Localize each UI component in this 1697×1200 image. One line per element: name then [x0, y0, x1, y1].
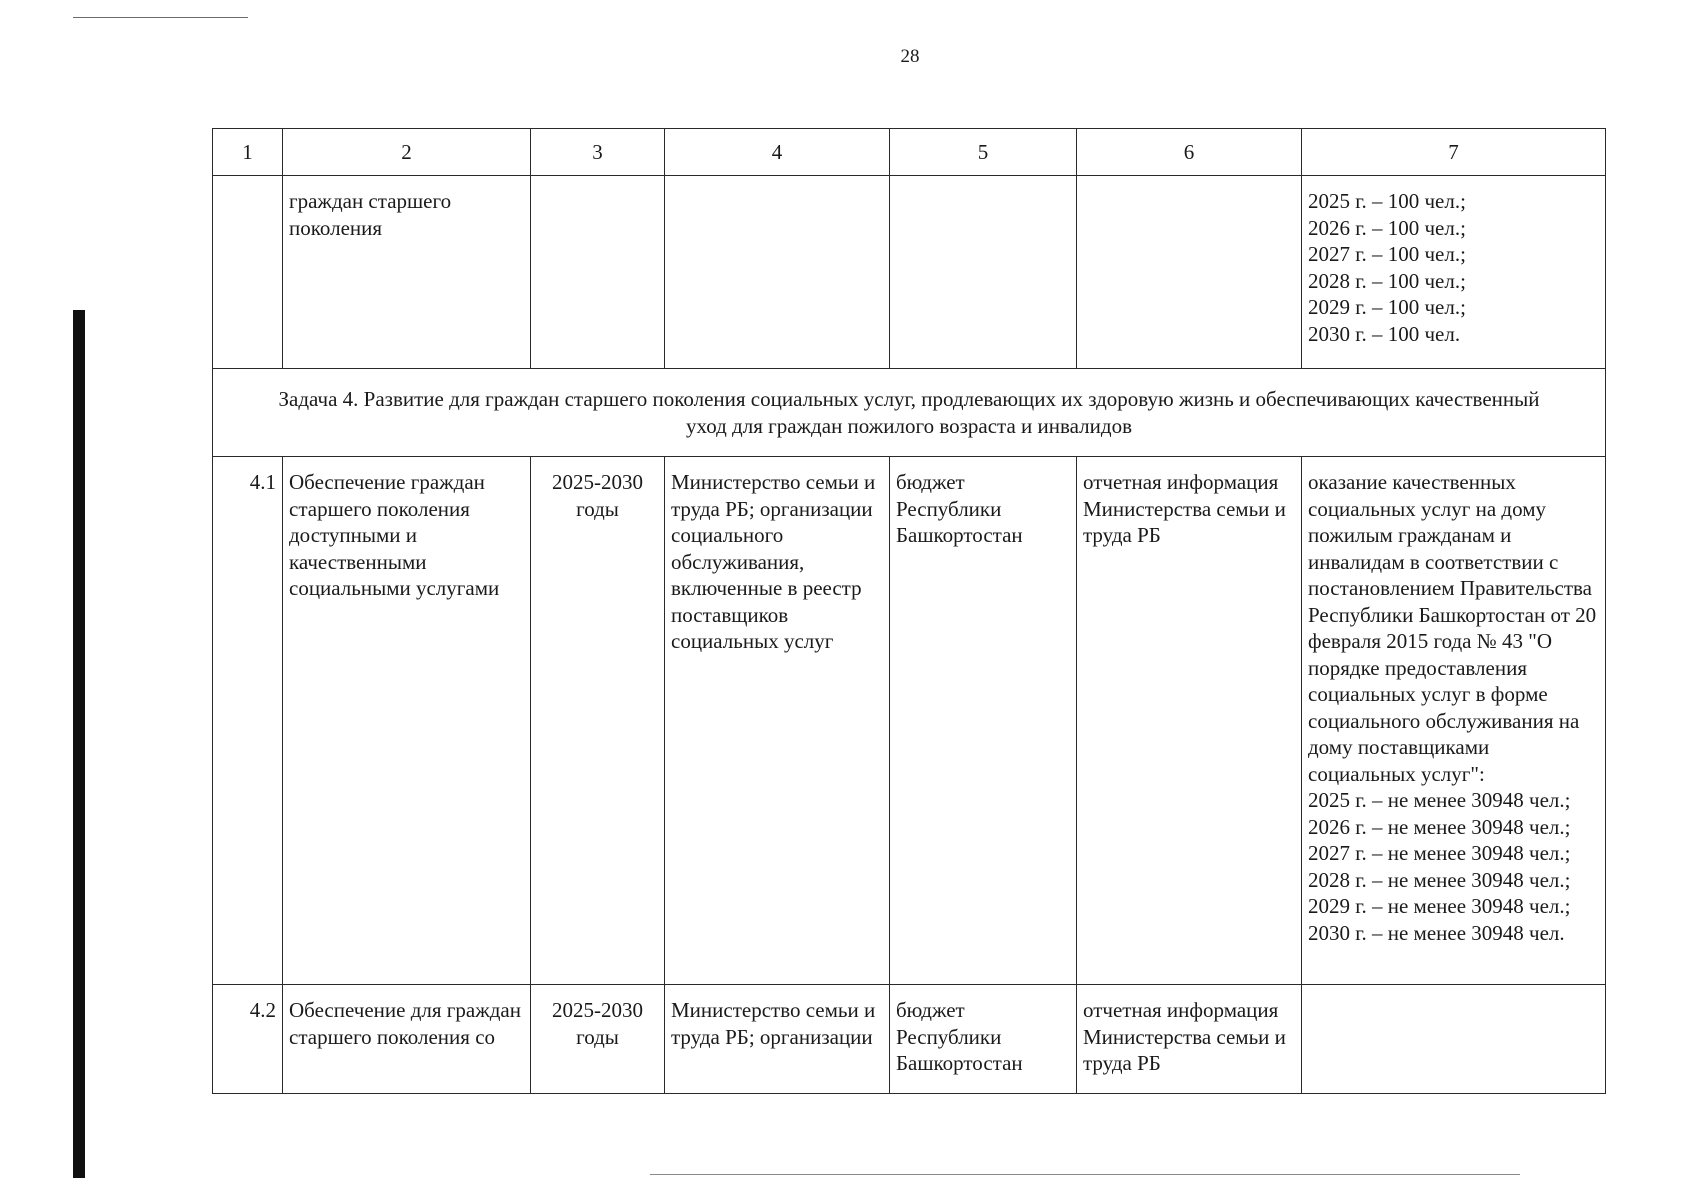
- column-header: 7: [1302, 129, 1606, 176]
- cell-reporting: [1077, 176, 1302, 369]
- cell-executors: [665, 176, 890, 369]
- result-text: оказание качественных социальных услуг на дому пожилым гражданам и инвалидам в соответствии с постановлением Правительства Республики Башкортостан от 20 февраля 2015 года № 43 "О порядке предоставления социальных услуг в форме социального обслуживания на дому поставщиками социальных услуг":: [1308, 470, 1597, 786]
- cell-name: Обеспечение для граждан старшего поколения со: [283, 985, 531, 1094]
- column-header: 5: [890, 129, 1077, 176]
- table-row: [213, 985, 1606, 1094]
- result-line: 2027 г. – не менее 30948 чел.;: [1308, 841, 1571, 865]
- result-line: 2026 г. – 100 чел.;: [1308, 215, 1466, 240]
- result-line: 2028 г. – 100 чел.;: [1308, 268, 1466, 293]
- task-heading: Задача 4. Развитие для граждан старшего поколения социальных услуг, продлевающих их здоровую жизнь и обеспечивающих качественный уход для граждан пожилого возраста и инвалидов: [213, 369, 1606, 457]
- cell-period: 2025-2030 годы: [531, 457, 665, 985]
- bottom-rule: [650, 1174, 1520, 1175]
- cell-reporting: отчетная информация Министерства семьи и труда РБ: [1077, 457, 1302, 985]
- column-header: 6: [1077, 129, 1302, 176]
- cell-name: Обеспечение граждан старшего поколения доступными и качественными социальными услугами: [283, 457, 531, 985]
- task-heading-row: [213, 369, 1606, 457]
- cell-number: 4.1: [213, 457, 283, 985]
- cell-period: 2025-2030 годы: [531, 985, 665, 1094]
- result-line: 2029 г. – не менее 30948 чел.;: [1308, 894, 1571, 918]
- page-number: 28: [900, 46, 920, 67]
- cell-executors: Министерство семьи и труда РБ; организации: [665, 985, 890, 1094]
- result-line: 2025 г. – не менее 30948 чел.;: [1308, 788, 1571, 812]
- table-header-row: [213, 129, 1606, 176]
- top-rule: [73, 17, 248, 18]
- cell-source: бюджет Республики Башкортостан: [890, 985, 1077, 1094]
- cell-result: [1302, 457, 1606, 985]
- column-header: 4: [665, 129, 890, 176]
- column-header: 3: [531, 129, 665, 176]
- result-line: 2026 г. – не менее 30948 чел.;: [1308, 814, 1571, 839]
- result-line: 2029 г. – 100 чел.;: [1308, 295, 1466, 319]
- result-line: 2030 г. – 100 чел.: [1308, 321, 1461, 346]
- cell-source: [890, 176, 1077, 369]
- scan-edge-bar: [73, 310, 85, 1178]
- cell-executors: Министерство семьи и труда РБ; организации социального обслуживания, включенные в реестр поставщиков социальных услуг: [665, 457, 890, 985]
- cell-period: [531, 176, 665, 369]
- result-line: 2028 г. – не менее 30948 чел.;: [1308, 867, 1571, 892]
- result-line: 2027 г. – 100 чел.;: [1308, 242, 1466, 266]
- result-line: 2025 г. – 100 чел.;: [1308, 189, 1466, 213]
- cell-name: граждан старшего поколения: [283, 176, 531, 369]
- cell-number: 4.2: [213, 985, 283, 1094]
- program-table: [212, 128, 1606, 1094]
- result-lines: [1308, 787, 1599, 946]
- cell-number: [213, 176, 283, 369]
- cell-result: [1302, 176, 1606, 369]
- cell-result: [1302, 985, 1606, 1094]
- table-row: [213, 457, 1606, 985]
- cell-source: бюджет Республики Башкортостан: [890, 457, 1077, 985]
- column-header: 2: [283, 129, 531, 176]
- result-line: 2030 г. – не менее 30948 чел.: [1308, 920, 1565, 945]
- cell-reporting: отчетная информация Министерства семьи и труда РБ: [1077, 985, 1302, 1094]
- column-header: 1: [213, 129, 283, 176]
- table-row-continued: [213, 176, 1606, 369]
